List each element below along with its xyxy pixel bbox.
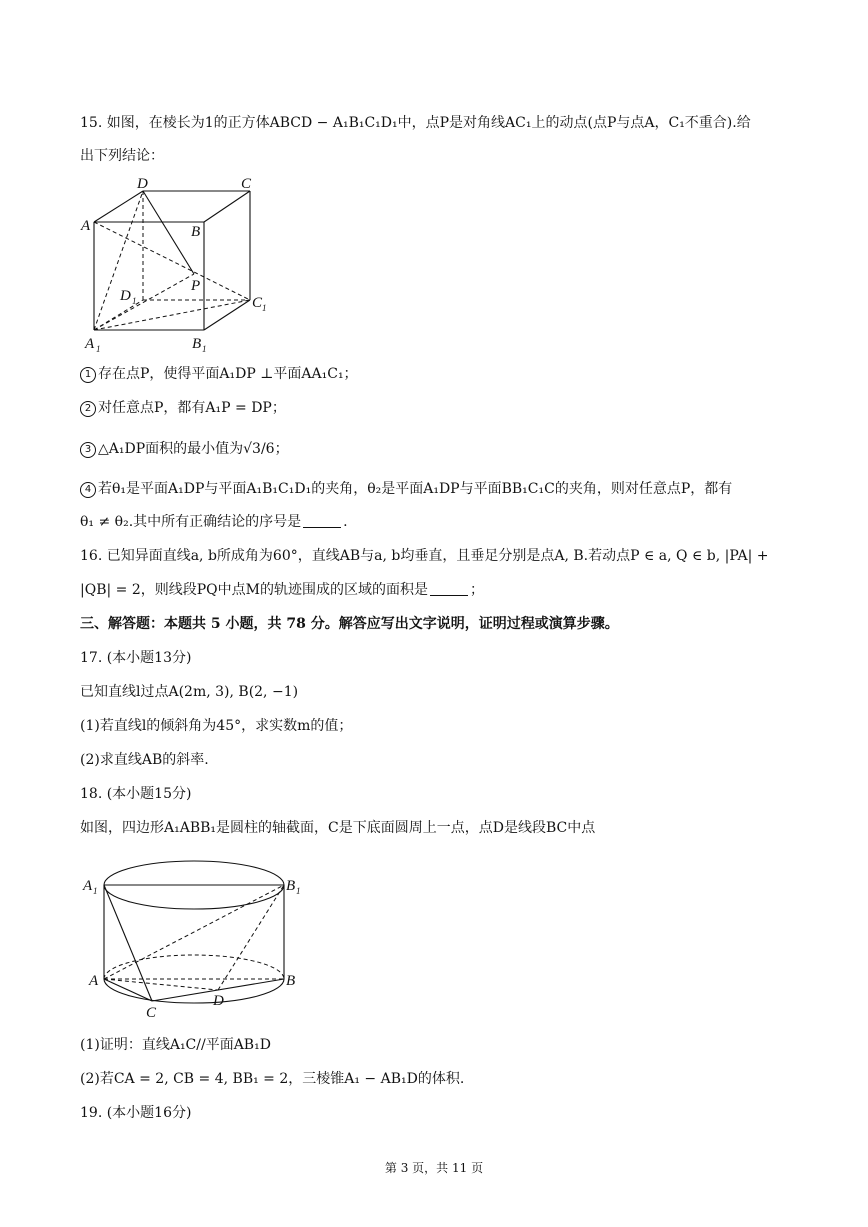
q15-line1: 15. 如图，在棱长为1的正方体ABCD − A₁B₁C₁D₁中，点P是对角线AC₁上的动点(点P与点A，C₁不重合).给	[80, 115, 751, 131]
label-B1: B	[286, 878, 296, 894]
label-C: C	[146, 1005, 157, 1020]
svg-text:1: 1	[296, 886, 301, 896]
q17-part1: (1)若直线l的倾斜角为45°，求实数m的值；	[80, 718, 353, 734]
label-A1: A	[83, 878, 93, 894]
label-C1: C	[252, 295, 263, 311]
label-D: D	[137, 176, 148, 192]
label-B: B	[286, 973, 296, 989]
svg-text:1: 1	[262, 303, 267, 313]
answer-blank-15[interactable]	[303, 513, 341, 528]
label-B: B	[191, 224, 201, 240]
q18-stem: 如图，四边形A₁ABB₁是圆柱的轴截面，C是下底面圆周上一点，点D是线段BC中点	[80, 820, 596, 836]
label-P: P	[191, 278, 201, 294]
svg-text:1: 1	[202, 344, 207, 354]
label-B1: B	[192, 336, 202, 352]
q15-statement-2: 2 对任意点P，都有A₁P = DP；	[80, 398, 286, 418]
answer-blank-16[interactable]	[430, 581, 468, 596]
q16-line1: 16. 已知异面直线a, b所成角为60°，直线AB与a, b均垂直，且垂足分别是点A, B.若动点P ∈ a, Q ∈ b, |PA| +	[80, 548, 769, 564]
label-D1: D	[120, 288, 131, 304]
q15-statement-1: 1 存在点P，使得平面A₁DP ⊥平面AA₁C₁；	[80, 364, 358, 384]
section-3-heading: 三、解答题：本题共 5 小题，共 78 分。解答应写出文字说明，证明过程或演算步骤。	[80, 616, 619, 632]
q17-head: 17. (本小题13分)	[80, 650, 192, 666]
q17-stem: 已知直线l过点A(2m, 3), B(2, −1)	[80, 684, 299, 700]
svg-text:1: 1	[132, 296, 137, 306]
q18-part2: (2)若CA = 2, CB = 4, BB₁ = 2，三棱锥A₁ − AB₁D的体积.	[80, 1071, 465, 1087]
q15-statement-4a: 4 若θ₁是平面A₁DP与平面A₁B₁C₁D₁的夹角，θ₂是平面A₁DP与平面BB₁C₁C的夹角，则对任意点P，都有	[80, 479, 732, 499]
cylinder-figure	[80, 855, 320, 1020]
q15-line2: 出下列结论：	[80, 148, 164, 164]
page-footer: 第 3 页，共 11 页	[384, 1161, 484, 1175]
q16-line2: |QB| = 2，则线段PQ中点M的轨迹围成的区域的面积是 ；	[80, 582, 484, 598]
cube-figure	[80, 172, 280, 357]
label-C: C	[241, 176, 252, 192]
q18-part1: (1)证明：直线A₁C//平面AB₁D	[80, 1037, 271, 1053]
q19-head: 19. (本小题16分)	[80, 1105, 192, 1121]
svg-text:1: 1	[93, 886, 98, 896]
label-A: A	[89, 973, 99, 989]
q15-statement-4b: θ₁ ≠ θ₂.其中所有正确结论的序号是 .	[80, 514, 348, 530]
label-A: A	[81, 218, 91, 234]
svg-text:1: 1	[96, 344, 101, 354]
q15-statement-3: 3 △A₁DP面积的最小值为√3/6；	[80, 439, 289, 459]
q18-head: 18. (本小题15分)	[80, 786, 192, 802]
q17-part2: (2)求直线AB的斜率.	[80, 752, 209, 768]
label-D: D	[213, 993, 224, 1009]
label-A1: A	[85, 336, 95, 352]
